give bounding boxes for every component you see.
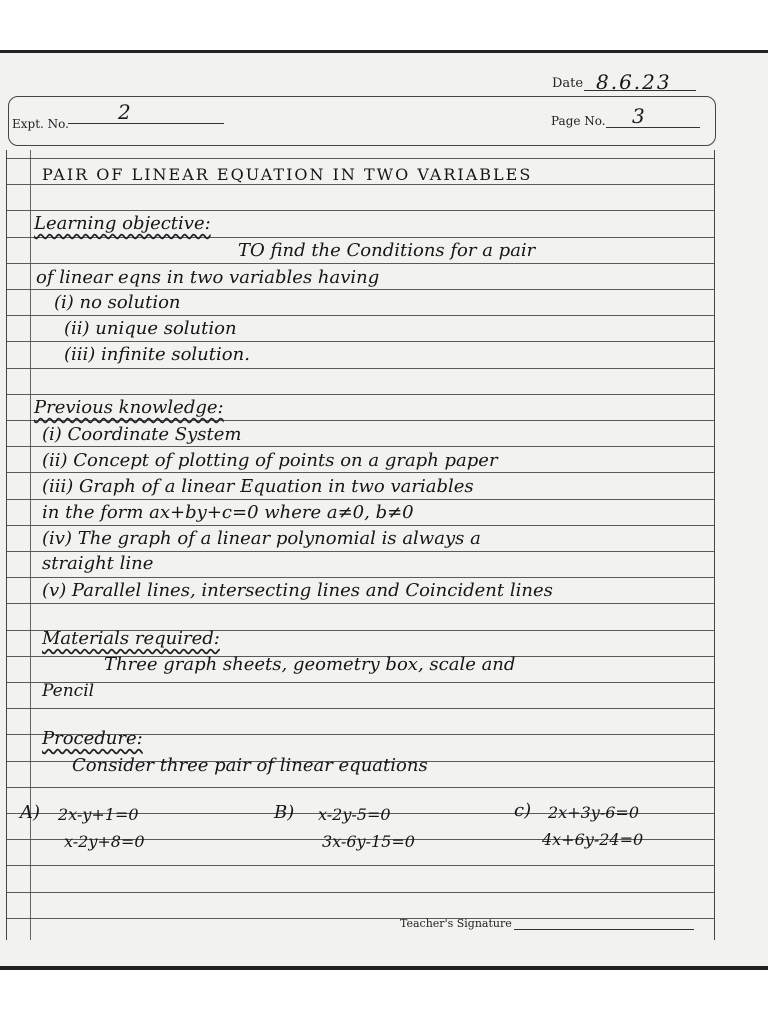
ruled-line — [7, 315, 714, 316]
teacher-signature-label: Teacher's Signature — [400, 917, 512, 930]
procedure-heading: Procedure: — [42, 728, 143, 749]
ruled-line — [7, 787, 714, 788]
previous-item: (iv) The graph of a linear polynomial is always a — [42, 528, 481, 549]
equation-b2: 3x-6y-15=0 — [322, 832, 415, 851]
ruled-line — [7, 368, 714, 369]
ruled-line — [7, 525, 714, 526]
expt-label: Expt. No. — [12, 117, 69, 131]
ruled-line — [7, 918, 714, 919]
equation-b1: x-2y-5=0 — [318, 805, 391, 824]
ruled-line — [7, 237, 714, 238]
ruled-line — [7, 263, 714, 264]
equation-a2: x-2y+8=0 — [64, 832, 145, 851]
objective-item: (iii) infinite solution. — [64, 344, 250, 365]
objective-line-1: TO find the Conditions for a pair — [238, 240, 536, 261]
materials-line-1: Three graph sheets, geometry box, scale and — [104, 654, 516, 675]
scan-top-margin — [0, 0, 768, 50]
previous-item: (v) Parallel lines, intersecting lines and Coincident lines — [42, 580, 553, 601]
date-value: 8.6.23 — [596, 70, 672, 94]
teacher-signature-line — [514, 929, 694, 930]
ruled-line — [7, 341, 714, 342]
ruled-line — [7, 603, 714, 604]
page-title: PAIR OF LINEAR EQUATION IN TWO VARIABLES — [42, 165, 533, 184]
expt-line — [68, 123, 224, 124]
previous-item: (ii) Concept of plotting of points on a graph paper — [42, 450, 498, 471]
expt-value: 2 — [118, 100, 131, 124]
previous-item: straight line — [42, 553, 154, 574]
objective-line-2: of linear eqns in two variables having — [36, 267, 380, 288]
ruled-line — [7, 472, 714, 473]
ruled-line — [7, 708, 714, 709]
objective-item: (ii) unique solution — [64, 318, 237, 339]
page-number-label: Page No. — [551, 114, 606, 128]
page-number-value: 3 — [632, 104, 645, 128]
previous-item: in the form ax+by+c=0 where a≠0, b≠0 — [42, 502, 414, 523]
ruled-line — [7, 892, 714, 893]
header-box — [8, 96, 716, 146]
previous-knowledge-heading: Previous knowledge: — [34, 397, 224, 418]
equation-c2: 4x+6y-24=0 — [542, 830, 644, 849]
materials-heading: Materials required: — [42, 628, 220, 649]
ruled-line — [7, 682, 714, 683]
ruled-line — [7, 577, 714, 578]
date-label: Date — [552, 76, 584, 91]
previous-item: (iii) Graph of a linear Equation in two variables — [42, 476, 474, 497]
equation-a1: 2x-y+1=0 — [58, 805, 139, 824]
equation-set-b-label: B) — [274, 802, 295, 823]
equation-set-a-label: A) — [20, 802, 41, 823]
ruled-line — [7, 499, 714, 500]
equation-set-c-label: c) — [514, 800, 532, 821]
ruled-line — [7, 420, 714, 421]
ruled-line — [7, 158, 714, 159]
ruled-line — [7, 551, 714, 552]
procedure-line-1: Consider three pair of linear equations — [72, 755, 428, 776]
ruled-line — [7, 184, 714, 185]
ruled-line — [7, 394, 714, 395]
previous-item: (i) Coordinate System — [42, 424, 242, 445]
objective-heading: Learning objective: — [34, 213, 211, 234]
page-number-line — [606, 127, 700, 128]
materials-line-2: Pencil — [42, 681, 95, 701]
objective-item: (i) no solution — [54, 292, 181, 313]
scan-bottom-margin — [0, 970, 768, 1024]
ruled-line — [7, 210, 714, 211]
ruled-line — [7, 289, 714, 290]
ruled-line — [7, 865, 714, 866]
equation-c1: 2x+3y-6=0 — [548, 803, 639, 822]
ruled-line — [7, 446, 714, 447]
